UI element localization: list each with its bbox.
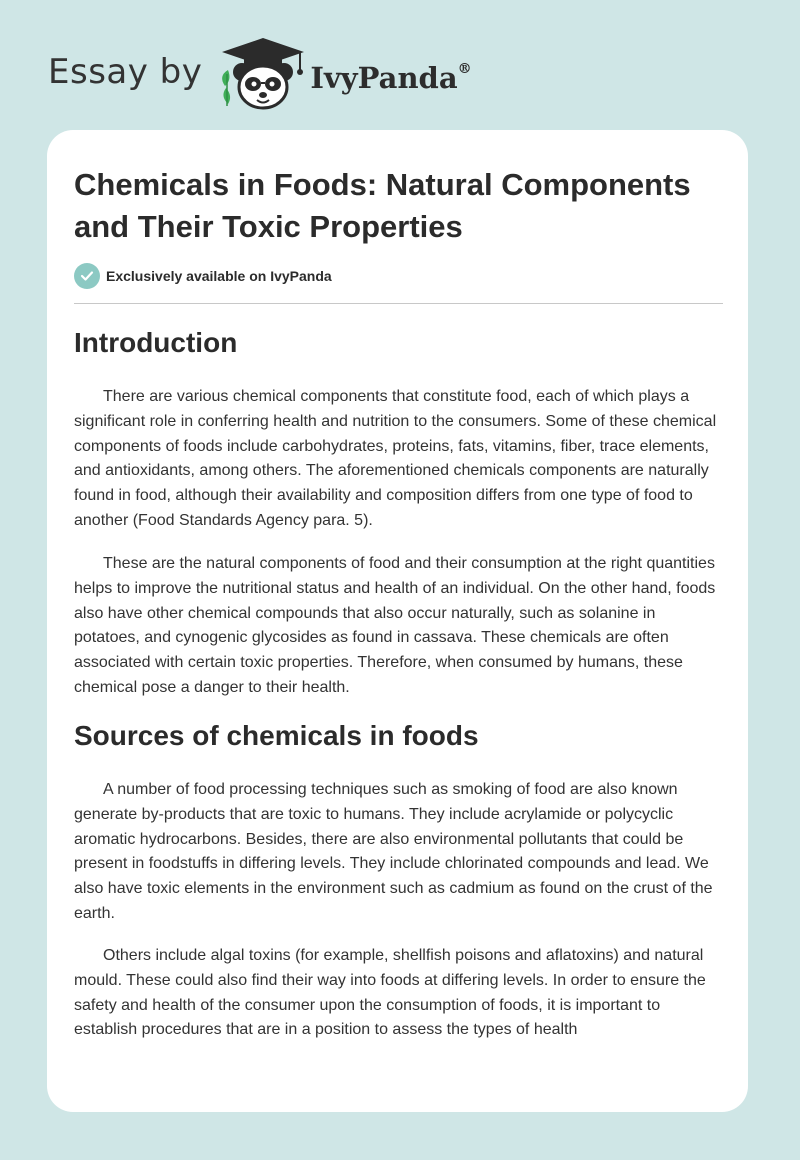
- exclusive-badge: [74, 263, 332, 289]
- brand-name[interactable]: IvyPanda®: [310, 61, 472, 95]
- essay-title: Chemicals in Foods: Natural Components and Their Toxic Properties: [74, 167, 691, 244]
- paragraph: A number of food processing techniques such as smoking of food are also known generate by-products that are toxic to humans. They include acrylamide or polycyclic aromatic hydrocarbons. Besides, there are also environmental pollutants that could be present in foodstuffs in differing levels. They include chlorinated compounds and lead. We also have toxic elements in the environment such as cadmium as found on the crust of the earth.: [74, 781, 713, 922]
- paragraph: These are the natural components of food and their consumption at the right quantities helps to improve the nutritional status and health of an individual. On the other hand, foods also have other chemical compounds that also occur naturally, such as solanine in potatoes, and cynogenic glycosides as found in cassava. These chemicals are often associated with certain toxic properties. Therefore, when consumed by humans, these chemical pose a danger to their health.: [74, 555, 716, 696]
- section-heading-introduction: Introduction: [74, 327, 238, 358]
- title-divider: [74, 303, 723, 304]
- essay-card: [47, 130, 748, 1112]
- section-heading-sources: Sources of chemicals in foods: [74, 720, 479, 751]
- exclusive-badge-text: Exclusively available on IvyPanda: [106, 268, 332, 284]
- essay-by-label: Essay by: [48, 52, 203, 92]
- check-circle-icon: [74, 263, 100, 289]
- paragraph: Others include algal toxins (for example, shellfish poisons and aflatoxins) and natural mould. These could also find their way into foods at differing levels. In order to ensure the safety and health of the consumer upon the consumption of foods, it is important to establish procedures that are in a position to assess the types of health: [74, 947, 706, 1039]
- paragraph: There are various chemical components that constitute food, each of which plays a significant role in conferring health and nutrition to the consumers. Some of these chemical components of foods include carbohydrates, proteins, fats, vitamins, fiber, trace elements, and antioxidants, among others. The aforementioned chemicals components are naturally found in food, although their availability and composition differs from one type of food to another (Food Standards Agency para. 5).: [74, 388, 717, 529]
- site-header: [48, 36, 472, 112]
- panda-graduate-icon[interactable]: [216, 36, 310, 112]
